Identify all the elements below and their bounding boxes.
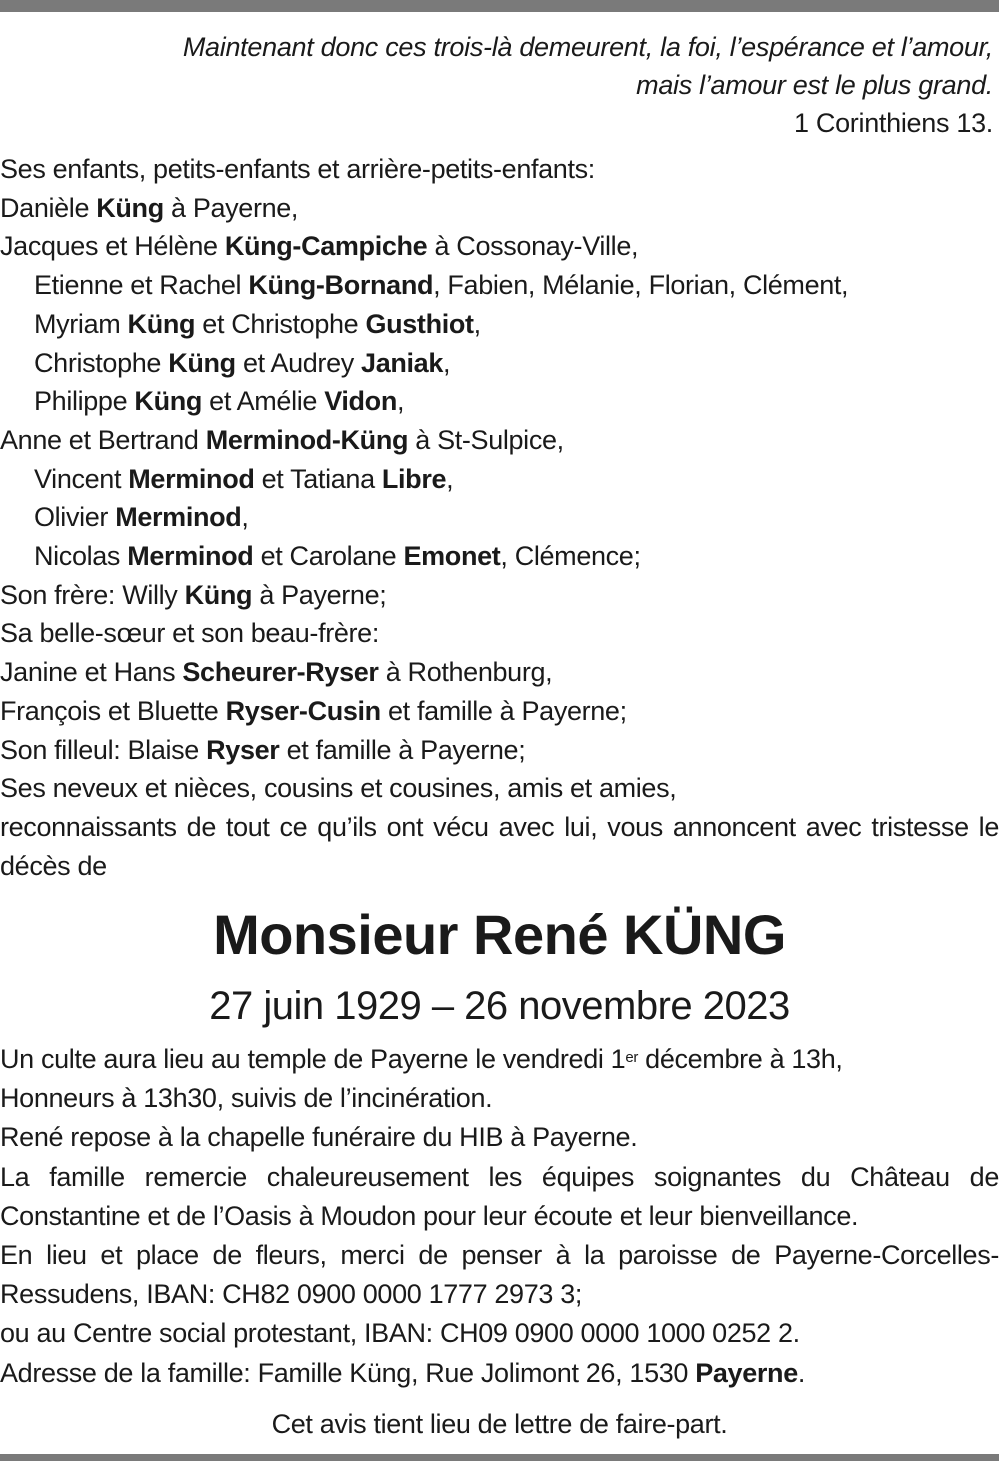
verse-line-2: mais l’amour est le plus grand. [636,70,993,100]
address-line: Adresse de la famille: Famille Küng, Rue Jolimont 26, 1530 Payerne. [0,1357,806,1388]
service-line: Un culte aura lieu au temple de Payerne le vendredi 1er décembre à 13h, [0,1044,843,1074]
surname: Janiak [361,347,444,378]
surname: Emonet [403,541,501,572]
family-intro: Ses enfants, petits-enfants et arrière-petits-enfants: [0,154,595,184]
surname: Merminod [115,502,242,533]
surname: Merminod [127,541,254,572]
family-line: Philippe Küng et Amélie Vidon, [34,386,405,417]
rest-line: René repose à la chapelle funéraire du HIB à Payerne. [0,1122,638,1153]
family-line: Jacques et Hélène Küng-Campiche à Cossonay-Ville, [0,231,639,262]
bible-verse [0,28,993,142]
surname: Küng [127,308,196,339]
surname: Küng [134,386,202,417]
surname: Ryser [206,734,280,765]
surname: Ryser-Cusin [225,695,381,726]
family-line: Janine et Hans Scheurer-Ryser à Rothenburg, [0,657,553,688]
family-line: Son frère: Willy Küng à Payerne; [0,579,387,610]
surname: Küng-Campiche [224,231,428,262]
surname: Küng [184,579,253,610]
family-line: Anne et Bertrand Merminod-Küng à St-Sulpice, [0,424,564,455]
family-line: François et Bluette Ryser-Cusin et famille à Payerne; [0,695,627,726]
family-line: Christophe Küng et Audrey Janiak, [34,347,451,378]
top-rule [0,0,999,12]
donation-paragraph: En lieu et place de fleurs, merci de penser à la paroisse de Payerne-Corcelles-Ressudens, IBAN: CH82 0900 0000 1777 2973 3; [0,1240,999,1310]
surname: Küng [96,192,164,223]
honours-line: Honneurs à 13h30, suivis de l’incinération. [0,1083,493,1114]
family-line: Olivier Merminod, [34,502,249,533]
family-announcement [0,150,999,885]
verse-reference: 1 Corinthiens 13. [793,108,993,138]
surname: Küng [168,347,236,378]
thanks-paragraph: La famille remercie chaleureusement les équipes soignantes du Château de Constantine et de l’Oasis à Moudon pour leur écoute et leur bienveillance. [0,1161,999,1231]
surname: Scheurer-Ryser [182,657,379,688]
family-line: Nicolas Merminod et Carolane Emonet, Clémence; [34,541,641,572]
verse-line-1: Maintenant donc ces trois-là demeurent, la foi, l’espérance et l’amour, [182,32,993,62]
city: Payerne [695,1357,798,1388]
family-line: Myriam Küng et Christophe Gusthiot, [34,308,481,339]
surname: Merminod [128,463,255,494]
surname: Merminod-Küng [205,424,409,455]
ceremony-info [0,1040,999,1393]
announcement-sentence: reconnaissants de tout ce qu’ils ont vécu avec lui, vous annoncent avec tristesse le décès de [0,811,999,881]
life-dates: 27 juin 1929 – 26 novembre 2023 [209,984,790,1028]
family-line: Son filleul: Blaise Ryser et famille à Payerne; [0,734,526,765]
family-line: Danièle Küng à Payerne, [0,192,299,223]
family-line: Etienne et Rachel Küng-Bornand, Fabien, Mélanie, Florian, Clément, [34,270,849,301]
surname: Vidon [324,386,397,417]
bottom-rule [0,1454,999,1461]
surname: Gusthiot [365,308,474,339]
donation-line-2: ou au Centre social protestant, IBAN: CH09 0900 0000 1000 0252 2. [0,1318,800,1349]
family-line: Sa belle-sœur et son beau-frère: [0,618,379,649]
family-line: Vincent Merminod et Tatiana Libre, [34,463,454,494]
footer-note: Cet avis tient lieu de lettre de faire-part. [271,1409,728,1439]
surname: Libre [381,463,447,494]
family-line: Ses neveux et nièces, cousins et cousines, amis et amies, [0,773,677,804]
deceased-name: Monsieur René KÜNG [213,903,786,966]
surname: Küng-Bornand [248,270,434,301]
